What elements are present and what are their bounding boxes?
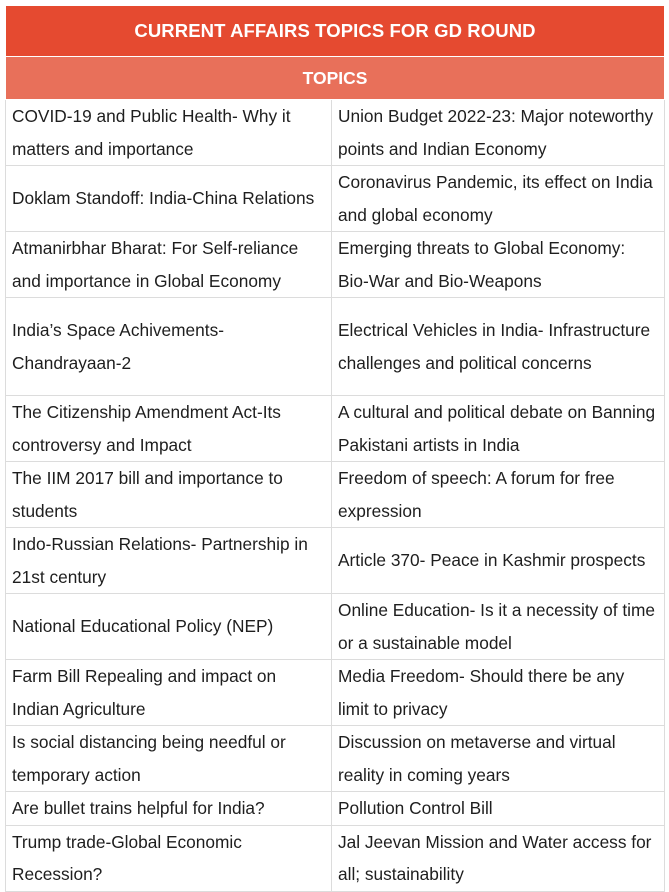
topic-cell-right: Online Education- Is it a necessity of time or a sustainable model	[332, 594, 665, 660]
topic-cell-left: Are bullet trains helpful for India?	[6, 792, 332, 826]
table-row	[6, 528, 665, 594]
table-row	[6, 792, 665, 826]
topic-cell-right: Pollution Control Bill	[332, 792, 665, 826]
topic-cell-left: The Citizenship Amendment Act-Its controversy and Impact	[6, 396, 332, 462]
topic-cell-left: Is social distancing being needful or temporary action	[6, 726, 332, 792]
table-row	[6, 298, 665, 396]
topic-cell-right: Union Budget 2022-23: Major noteworthy points and Indian Economy	[332, 100, 665, 166]
table-row	[6, 396, 665, 462]
topic-cell-right: Discussion on metaverse and virtual reality in coming years	[332, 726, 665, 792]
topics-subheader: TOPICS	[6, 57, 665, 100]
table-row	[6, 726, 665, 792]
topic-cell-right: A cultural and political debate on Banning Pakistani artists in India	[332, 396, 665, 462]
topics-table	[5, 5, 665, 892]
table-row	[6, 232, 665, 298]
topic-cell-left: Doklam Standoff: India-China Relations	[6, 166, 332, 232]
topic-cell-left: COVID-19 and Public Health- Why it matters and importance	[6, 100, 332, 166]
table-row	[6, 100, 665, 166]
topic-cell-right: Media Freedom- Should there be any limit to privacy	[332, 660, 665, 726]
topic-cell-left: Atmanirbhar Bharat: For Self-reliance and importance in Global Economy	[6, 232, 332, 298]
topic-cell-right: Freedom of speech: A forum for free expression	[332, 462, 665, 528]
table-row	[6, 594, 665, 660]
topic-cell-left: National Educational Policy (NEP)	[6, 594, 332, 660]
table-row	[6, 462, 665, 528]
table-row	[6, 825, 665, 891]
topic-cell-left: India’s Space Achivements- Chandrayaan-2	[6, 298, 332, 396]
topic-cell-left: Farm Bill Repealing and impact on Indian Agriculture	[6, 660, 332, 726]
table-row	[6, 660, 665, 726]
topic-cell-right: Electrical Vehicles in India- Infrastructure challenges and political concerns	[332, 298, 665, 396]
topic-cell-right: Jal Jeevan Mission and Water access for all; sustainability	[332, 825, 665, 891]
topic-cell-left: Indo-Russian Relations- Partnership in 21st century	[6, 528, 332, 594]
topic-cell-left: The IIM 2017 bill and importance to students	[6, 462, 332, 528]
topic-cell-right: Coronavirus Pandemic, its effect on India and global economy	[332, 166, 665, 232]
table-title: CURRENT AFFAIRS TOPICS FOR GD ROUND	[6, 6, 665, 57]
topic-cell-left: Trump trade-Global Economic Recession?	[6, 825, 332, 891]
table-row	[6, 166, 665, 232]
topic-cell-right: Emerging threats to Global Economy: Bio-War and Bio-Weapons	[332, 232, 665, 298]
topic-cell-right: Article 370- Peace in Kashmir prospects	[332, 528, 665, 594]
